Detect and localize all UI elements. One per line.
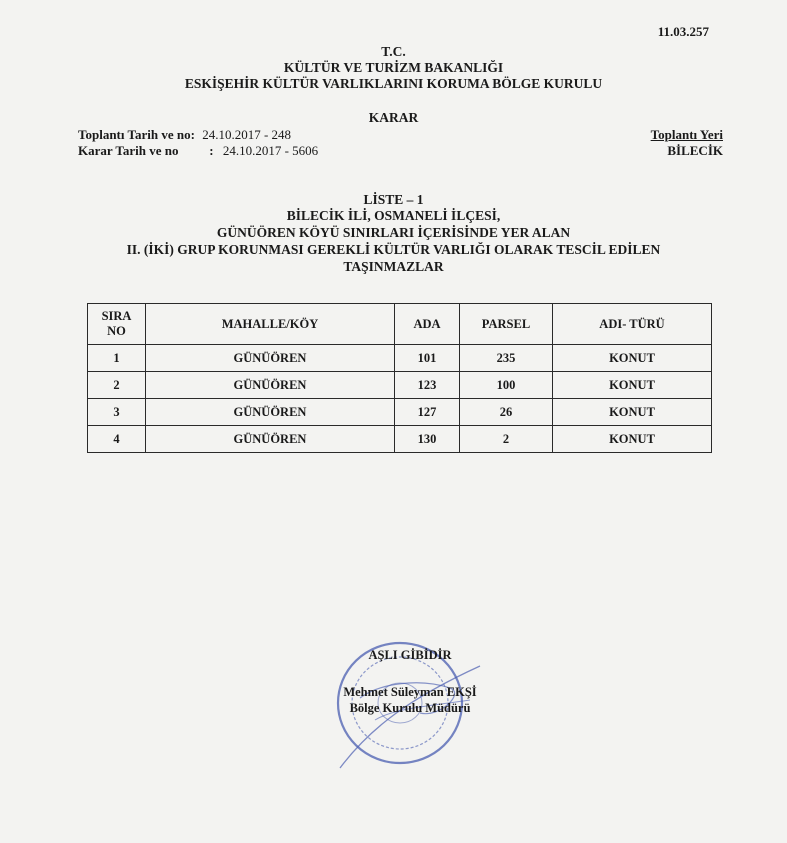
cell-sira: 4 (88, 426, 146, 453)
header-ada: ADA (395, 304, 460, 345)
list-title-5: TAŞINMAZLAR (343, 259, 444, 274)
cell-ada: 123 (395, 372, 460, 399)
cell-mahalle: GÜNÜÖREN (146, 426, 395, 453)
header-sira-line2: NO (107, 324, 126, 338)
meeting-date-value: 24.10.2017 - 248 (202, 127, 292, 142)
cell-sira: 3 (88, 399, 146, 426)
list-title-3: GÜNÜÖREN KÖYÜ SINIRLARI İÇERİSİNDE YER ALAN (216, 225, 571, 240)
list-title-1: LİSTE – 1 (363, 192, 424, 207)
cell-ada: 101 (395, 345, 460, 372)
header-sira-line1: SIRA (101, 309, 132, 323)
meeting-date-row (78, 127, 291, 143)
meeting-place-value: BİLECİK (667, 143, 723, 158)
header-tc: T.C. (381, 44, 406, 59)
cell-adi: KONUT (553, 399, 712, 426)
meeting-place-label (651, 127, 723, 143)
property-table (87, 303, 712, 453)
cell-adi: KONUT (553, 426, 712, 453)
cell-parsel: 2 (460, 426, 553, 453)
table-header-row (88, 304, 712, 345)
karar-title: KARAR (368, 110, 419, 125)
table-row (88, 399, 712, 426)
header-board: ESKİŞEHİR KÜLTÜR VARLIKLARINI KORUMA BÖLGE KURULU (184, 76, 603, 91)
decision-date-colon: : (209, 143, 214, 158)
cell-sira: 2 (88, 372, 146, 399)
cell-mahalle: GÜNÜÖREN (146, 399, 395, 426)
decision-date-value: 24.10.2017 - 5606 (222, 143, 319, 158)
table-row (88, 372, 712, 399)
cell-sira: 1 (88, 345, 146, 372)
true-copy-label: AŞLI GİBİDİR (368, 648, 452, 662)
cell-mahalle: GÜNÜÖREN (146, 345, 395, 372)
cell-ada: 130 (395, 426, 460, 453)
header-sira (88, 304, 146, 345)
cell-adi: KONUT (553, 372, 712, 399)
cell-mahalle: GÜNÜÖREN (146, 372, 395, 399)
decision-date-label: Karar Tarih ve no (78, 143, 179, 158)
table-row (88, 345, 712, 372)
header-parsel: PARSEL (460, 304, 553, 345)
signatory-name: Mehmet Süleyman EKŞİ (343, 685, 477, 699)
meeting-place-label-text: Toplantı Yeri (650, 127, 723, 142)
document-number: 11.03.257 (657, 24, 709, 39)
meeting-date-label: Toplantı Tarih ve no: (78, 127, 195, 142)
table-row (88, 426, 712, 453)
signature-block (300, 628, 520, 778)
cell-parsel: 100 (460, 372, 553, 399)
list-title-2: BİLECİK İLİ, OSMANELİ İLÇESİ, (286, 208, 501, 223)
header-mahalle: MAHALLE/KÖY (146, 304, 395, 345)
cell-parsel: 26 (460, 399, 553, 426)
header-ministry: KÜLTÜR VE TURİZM BAKANLIĞI (283, 60, 504, 75)
signatory-title: Bölge Kurulu Müdürü (349, 701, 471, 715)
decision-date-row (78, 143, 318, 159)
list-title-4: II. (İKİ) GRUP KORUNMASI GEREKLİ KÜLTÜR VARLIĞI OLARAK TESCİL EDİLEN (126, 242, 661, 257)
cell-adi: KONUT (553, 345, 712, 372)
cell-parsel: 235 (460, 345, 553, 372)
header-adi: ADI- TÜRÜ (553, 304, 712, 345)
cell-ada: 127 (395, 399, 460, 426)
